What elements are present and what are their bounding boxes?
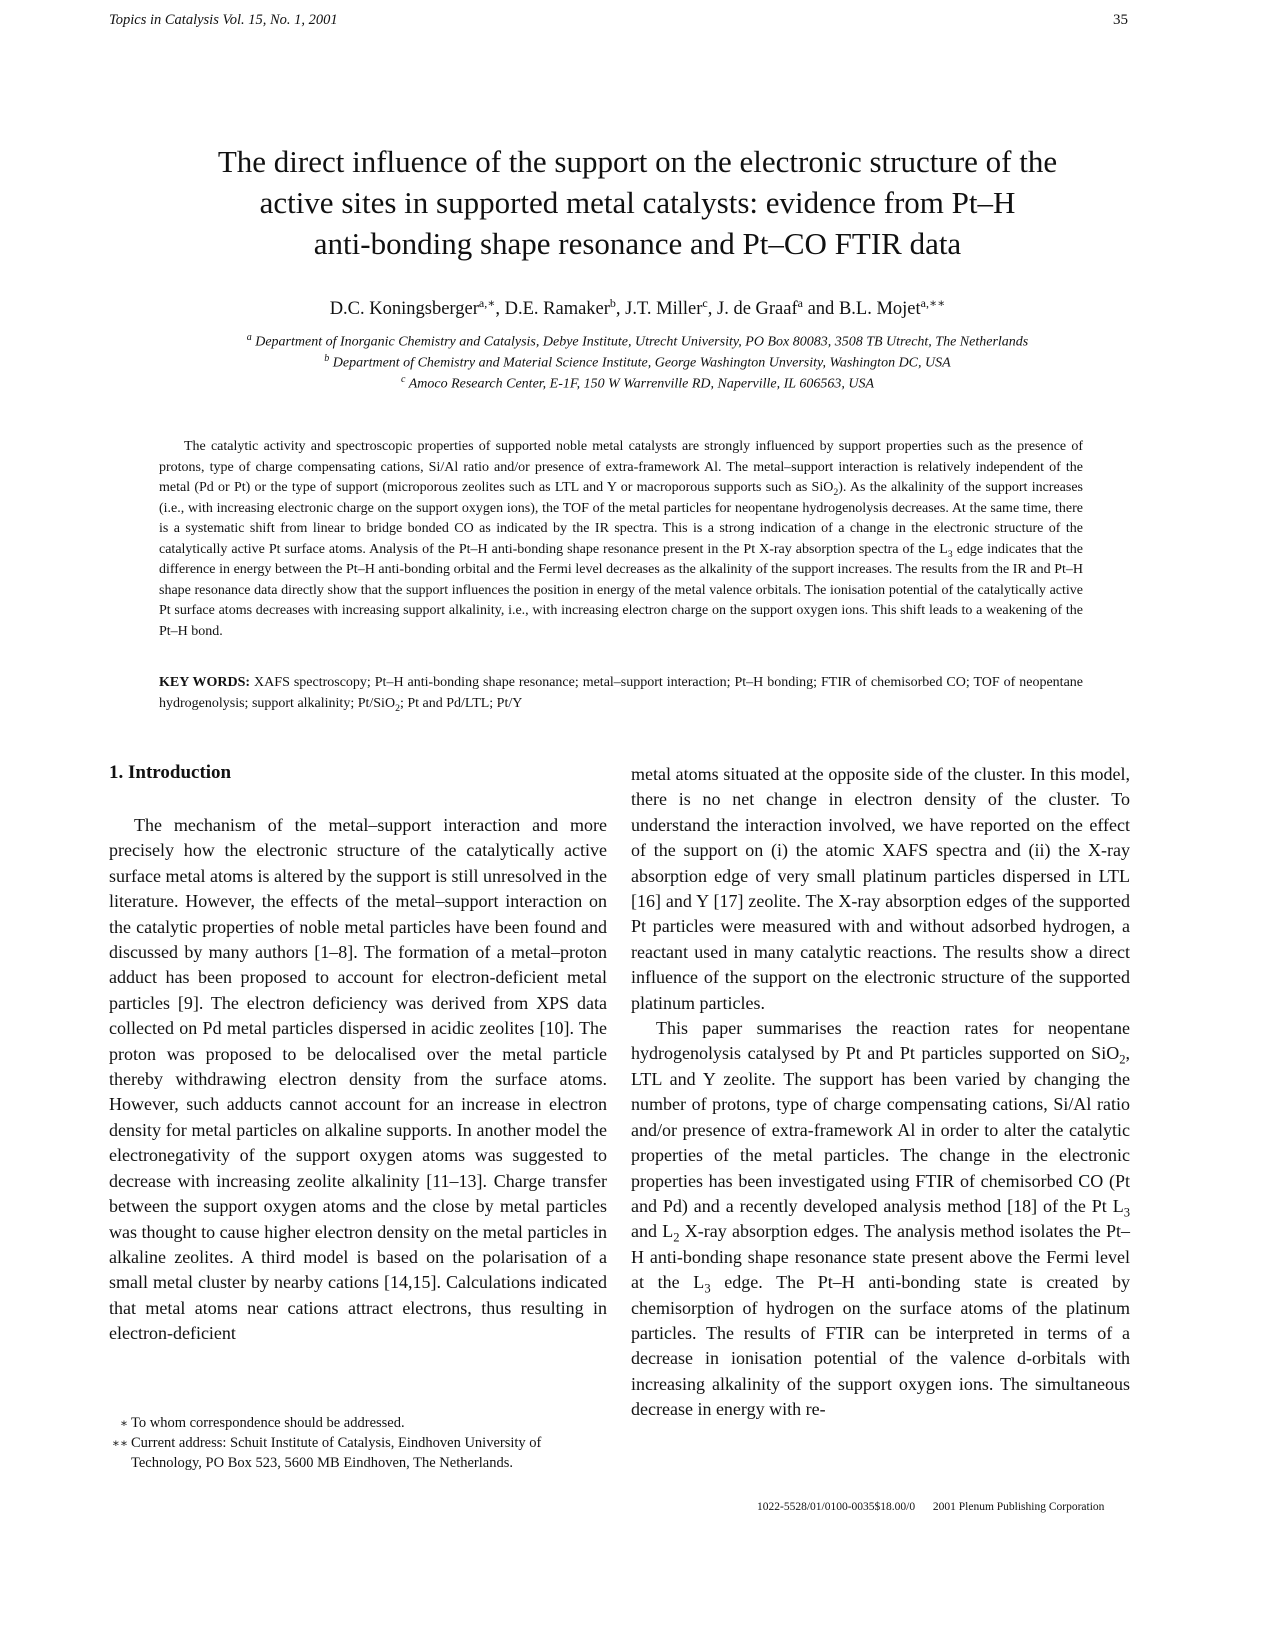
author-name: J. de Graaf	[717, 299, 798, 320]
author-name: D.E. Ramaker	[504, 299, 610, 320]
author-separator: ,	[615, 299, 626, 320]
author-affiliation-mark: c	[702, 296, 708, 310]
footnote	[109, 1433, 607, 1473]
subscript: 3	[947, 548, 953, 560]
page-number: 35	[1113, 12, 1128, 28]
author-affiliation-mark: a,∗∗	[920, 296, 946, 310]
author-separator: ,	[495, 299, 505, 320]
affiliation-mark: b	[324, 353, 330, 364]
title-line: anti-bonding shape resonance and Pt–CO FTIR data	[313, 226, 962, 261]
article-code: 1022-5528/01/0100-0035$18.00/0	[757, 1501, 916, 1513]
footnote-mark: ∗	[119, 1416, 128, 1430]
author-list	[100, 296, 1175, 320]
body-text: edge. The Pt–H anti-bonding state is created by chemisorption of hydrogen on the surface atoms of the platinum particles. The results of FTIR can be interpreted in terms of a decrease in ionisation potential of the valence d-orbitals with increasing alkalinity of the support oxygen ions. The simultaneous decrease in energy with re-	[631, 1272, 1130, 1420]
keywords-label: KEY WORDS:	[159, 675, 251, 690]
affiliation-mark: c	[400, 374, 406, 385]
abstract-text: The catalytic activity and spectroscopic properties of supported noble metal catalysts are strongly influenced by support properties such as the presence of protons, type of charge compensating cations, Si/Al ratio and/or presence of extra-framework Al. The metal–support interaction is relatively independent of the metal (Pd or Pt) or the type of support (microporous zeolites such as LTL and Y or macroporous supports such as SiO	[159, 439, 1083, 495]
body-text: This paper summarises the reaction rates for neopentane hydrogenolysis catalysed by Pt and Pt particles supported on SiO	[631, 1018, 1130, 1064]
footnote-text: Current address: Schuit Institute of Catalysis, Eindhoven University of Technology, PO Box 523, 5600 MB Eindhoven, The Netherlands.	[131, 1435, 542, 1471]
copyright-text: 2001 Plenum Publishing Corporation	[932, 1501, 1105, 1513]
footnote	[109, 1413, 607, 1433]
affiliation	[60, 332, 1215, 351]
abstract	[159, 437, 1083, 642]
affiliation	[60, 353, 1215, 372]
affiliation-text: Department of Chemistry and Material Science Institute, George Washington Unversity, Washington DC, USA	[332, 355, 951, 371]
title-line: active sites in supported metal catalysts: evidence from Pt–H	[259, 185, 1016, 220]
author-name: D.C. Koningsberger	[329, 299, 479, 320]
affiliation-text: Amoco Research Center, E-1F, 150 W Warrenville RD, Naperville, IL 606563, USA	[408, 376, 874, 392]
journal-running-head: Topics in Catalysis Vol. 15, No. 1, 2001	[109, 12, 338, 28]
subscript: 3	[704, 1281, 711, 1296]
subscript: 2	[395, 702, 400, 714]
author-separator: ,	[707, 299, 717, 320]
affiliation	[60, 374, 1215, 393]
title-line: The direct influence of the support on the electronic structure of the	[217, 144, 1058, 179]
abstract-text: ). As the alkalinity of the support increases (i.e., with increasing electronic charge on the support oxygen ions), the TOF of the metal particles for neopentane hydrogenolysis decreases. At the same time, there is a systematic shift from linear to bridge bonded CO as indicated by the IR spectra. This is a strong indication of a change in the electronic structure of the catalytically active Pt surface atoms. Analysis of the Pt–H anti-bonding shape resonance present in the Pt X-ray absorption spectra of the L	[159, 480, 1083, 557]
footnote-text: To whom correspondence should be addressed.	[131, 1415, 405, 1431]
footnote-mark: ∗∗	[111, 1436, 128, 1450]
body-text: X-ray absorption edges. The analysis method isolates the Pt–H anti-bonding shape resonance state present above the Fermi level at the L	[631, 1221, 1130, 1293]
copyright-footer	[757, 1501, 1104, 1513]
right-column	[631, 762, 1130, 1423]
paper-title	[100, 141, 1175, 264]
body-paragraph: The mechanism of the metal–support interaction and more precisely how the electronic structure of the catalytically active surface metal atoms is altered by the support is still unresolved in the literature. However, the effects of the metal–support interaction on the catalytic properties of noble metal particles have been found and discussed by many authors [1–8]. The formation of a metal–proton adduct has been proposed to account for electron-deficient metal particles [9]. The electron deficiency was derived from XPS data collected on Pd metal particles dispersed in acidic zeolites [10]. The proton was proposed to be delocalised over the metal particle thereby withdrawing electron density from the surface atoms. However, such adducts cannot account for an increase in electron density for metal particles on alkaline supports. In another model the electronegativity of the support oxygen atoms was suggested to decrease with increasing zeolite alkalinity [11–13]. Charge transfer between the support oxygen atoms and the close by metal particles was thought to cause higher electron density on the metal particles in alkaline zeolites. A third model is based on the polarisation of a small metal cluster by nearby cations [14,15]. Calculations indicated that metal atoms near cations attract electrons, thus resulting in electron-deficient	[109, 815, 607, 1344]
body-text: and L	[631, 1221, 674, 1242]
subscript: 2	[833, 486, 839, 498]
subscript: 2	[1119, 1053, 1126, 1068]
keywords-text: ; Pt and Pd/LTL; Pt/Y	[399, 695, 523, 711]
body-paragraph: metal atoms situated at the opposite side of the cluster. In this model, there is no net change in electron density of the cluster. To understand the interaction involved, we have reported on the effect of the support on (i) the atomic XAFS spectra and (ii) the X-ray absorption edge of very small platinum particles dispersed in LTL [16] and Y [17] zeolite. The X-ray absorption edges of the supported Pt particles were measured with and without adsorbed hydrogen, a reactant used in many catalytic reactions. The results show a direct influence of the support on the electronic structure of the supported platinum particles.	[631, 764, 1130, 1013]
subscript: 3	[1123, 1205, 1130, 1220]
affiliation-text: Department of Inorganic Chemistry and Catalysis, Debye Institute, Utrecht University, PO Box 80083, 3508 TB Utrecht, The Netherlands	[255, 334, 1029, 350]
body-paragraph	[631, 1016, 1130, 1423]
body-text: , LTL and Y zeolite. The support has been varied by changing the number of protons, type of charge compensating cations, Si/Al ratio and/or presence of extra-framework Al in order to alter the catalytic properties of the metal particles. The change in the electronic properties has been investigated using FTIR of chemisorbed CO (Pt and Pd) and a recently developed analysis method [18] of the Pt L	[631, 1043, 1130, 1216]
author-affiliation-mark: a	[797, 296, 803, 310]
author-name: J.T. Miller	[625, 299, 703, 320]
author-name: B.L. Mojet	[838, 299, 921, 320]
author-affiliation-mark: a,∗	[478, 296, 496, 310]
keywords	[159, 673, 1083, 714]
author-affiliation-mark: b	[609, 296, 616, 310]
author-separator: and	[802, 299, 839, 320]
keywords-text: XAFS spectroscopy; Pt–H anti-bonding shape resonance; metal–support interaction; Pt–H bonding; FTIR of chemisorbed CO; TOF of neopentane hydrogenolysis; support alkalinity; Pt/SiO	[159, 675, 1084, 711]
section-heading: 1. Introduction	[109, 762, 232, 783]
affiliation-mark: a	[246, 332, 252, 343]
abstract-text: edge indicates that the difference in energy between the Pt–H anti-bonding orbital and the Fermi level decreases as the alkalinity of the support increases. The results from the IR and Pt–H shape resonance data directly show that the support influences the position in energy of the metal valence orbitals. The ionisation potential of the catalytically active Pt surface atoms decreases with increasing support alkalinity, i.e., with increasing electron charge on the support oxygen ions. This shift leads to a weakening of the Pt–H bond.	[159, 541, 1083, 639]
subscript: 2	[673, 1230, 680, 1245]
